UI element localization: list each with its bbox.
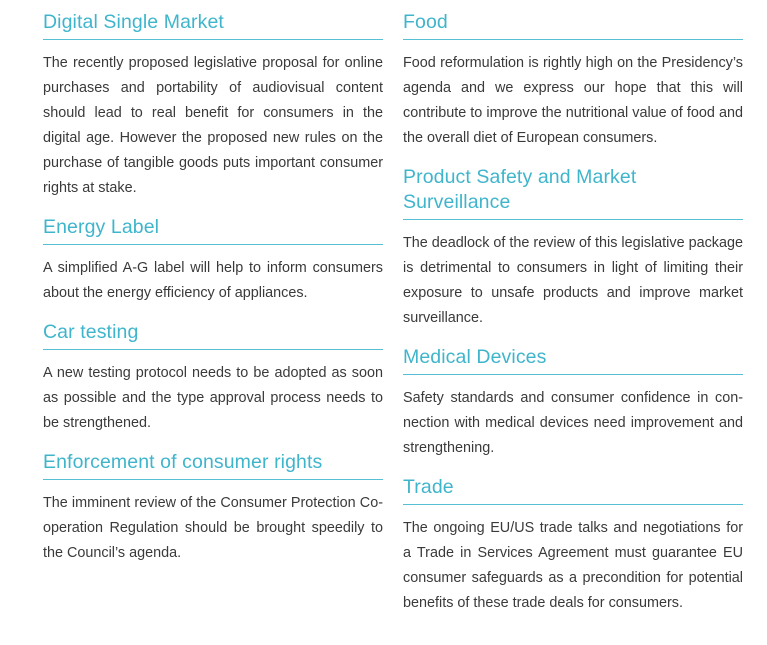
spacer bbox=[43, 436, 383, 450]
section-trade bbox=[403, 475, 743, 616]
section-food bbox=[403, 10, 743, 151]
section-car-testing bbox=[43, 320, 383, 436]
section-heading: Medical Devices bbox=[403, 345, 743, 375]
section-product-safety bbox=[403, 165, 743, 331]
section-heading: Energy Label bbox=[43, 215, 383, 245]
spacer bbox=[403, 461, 743, 475]
section-energy-label bbox=[43, 215, 383, 306]
section-heading: Enforcement of consumer rights bbox=[43, 450, 383, 480]
section-heading: Digital Single Market bbox=[43, 10, 383, 40]
section-body: The deadlock of the review of this legislative package is detrimental to consumers in light of limiting their exposure to unsafe products and improve market surveillance. bbox=[403, 235, 743, 326]
spacer bbox=[403, 331, 743, 345]
section-body: Food reformulation is rightly high on the Presidency’s agenda and we express our hope that this will contribute to improve the nutritional value of food and the overall diet of European consumers. bbox=[403, 55, 743, 146]
left-column bbox=[43, 10, 383, 566]
section-body: Safety standards and consumer confidence in connection with medical devices need improvement and strengthening. bbox=[403, 390, 743, 456]
section-heading: Food bbox=[403, 10, 743, 40]
spacer bbox=[43, 306, 383, 320]
section-body: A simplified A-G label will help to inform consumers about the energy efficiency of appliances. bbox=[43, 260, 383, 301]
section-body: The recently proposed legislative proposal for online purchases and portability of audiovisual content should lead to real benefit for consumers in the digital age. However the proposed new rules on the purchase of tangible goods puts important consumer rights at stake. bbox=[43, 55, 383, 196]
section-body: The imminent review of the Consumer Protection Co-operation Regulation should be brought speedily to the Council’s agenda. bbox=[43, 495, 383, 561]
section-digital-single-market bbox=[43, 10, 383, 201]
section-medical-devices bbox=[403, 345, 743, 461]
spacer bbox=[43, 201, 383, 215]
section-heading: Car testing bbox=[43, 320, 383, 350]
section-heading: Trade bbox=[403, 475, 743, 505]
section-body: The ongoing EU/US trade talks and negotiations for a Trade in Services Agreement must guarantee EU consumer safeguards as a precondition for potential benefits of these trade deals for consumers. bbox=[403, 520, 743, 611]
section-body: A new testing protocol needs to be adopted as soon as possible and the type approval process needs to be strengthened. bbox=[43, 365, 383, 431]
spacer bbox=[403, 151, 743, 165]
right-column bbox=[403, 10, 743, 616]
section-heading: Product Safety and Market Surveillance bbox=[403, 165, 743, 220]
section-enforcement-consumer-rights bbox=[43, 450, 383, 566]
